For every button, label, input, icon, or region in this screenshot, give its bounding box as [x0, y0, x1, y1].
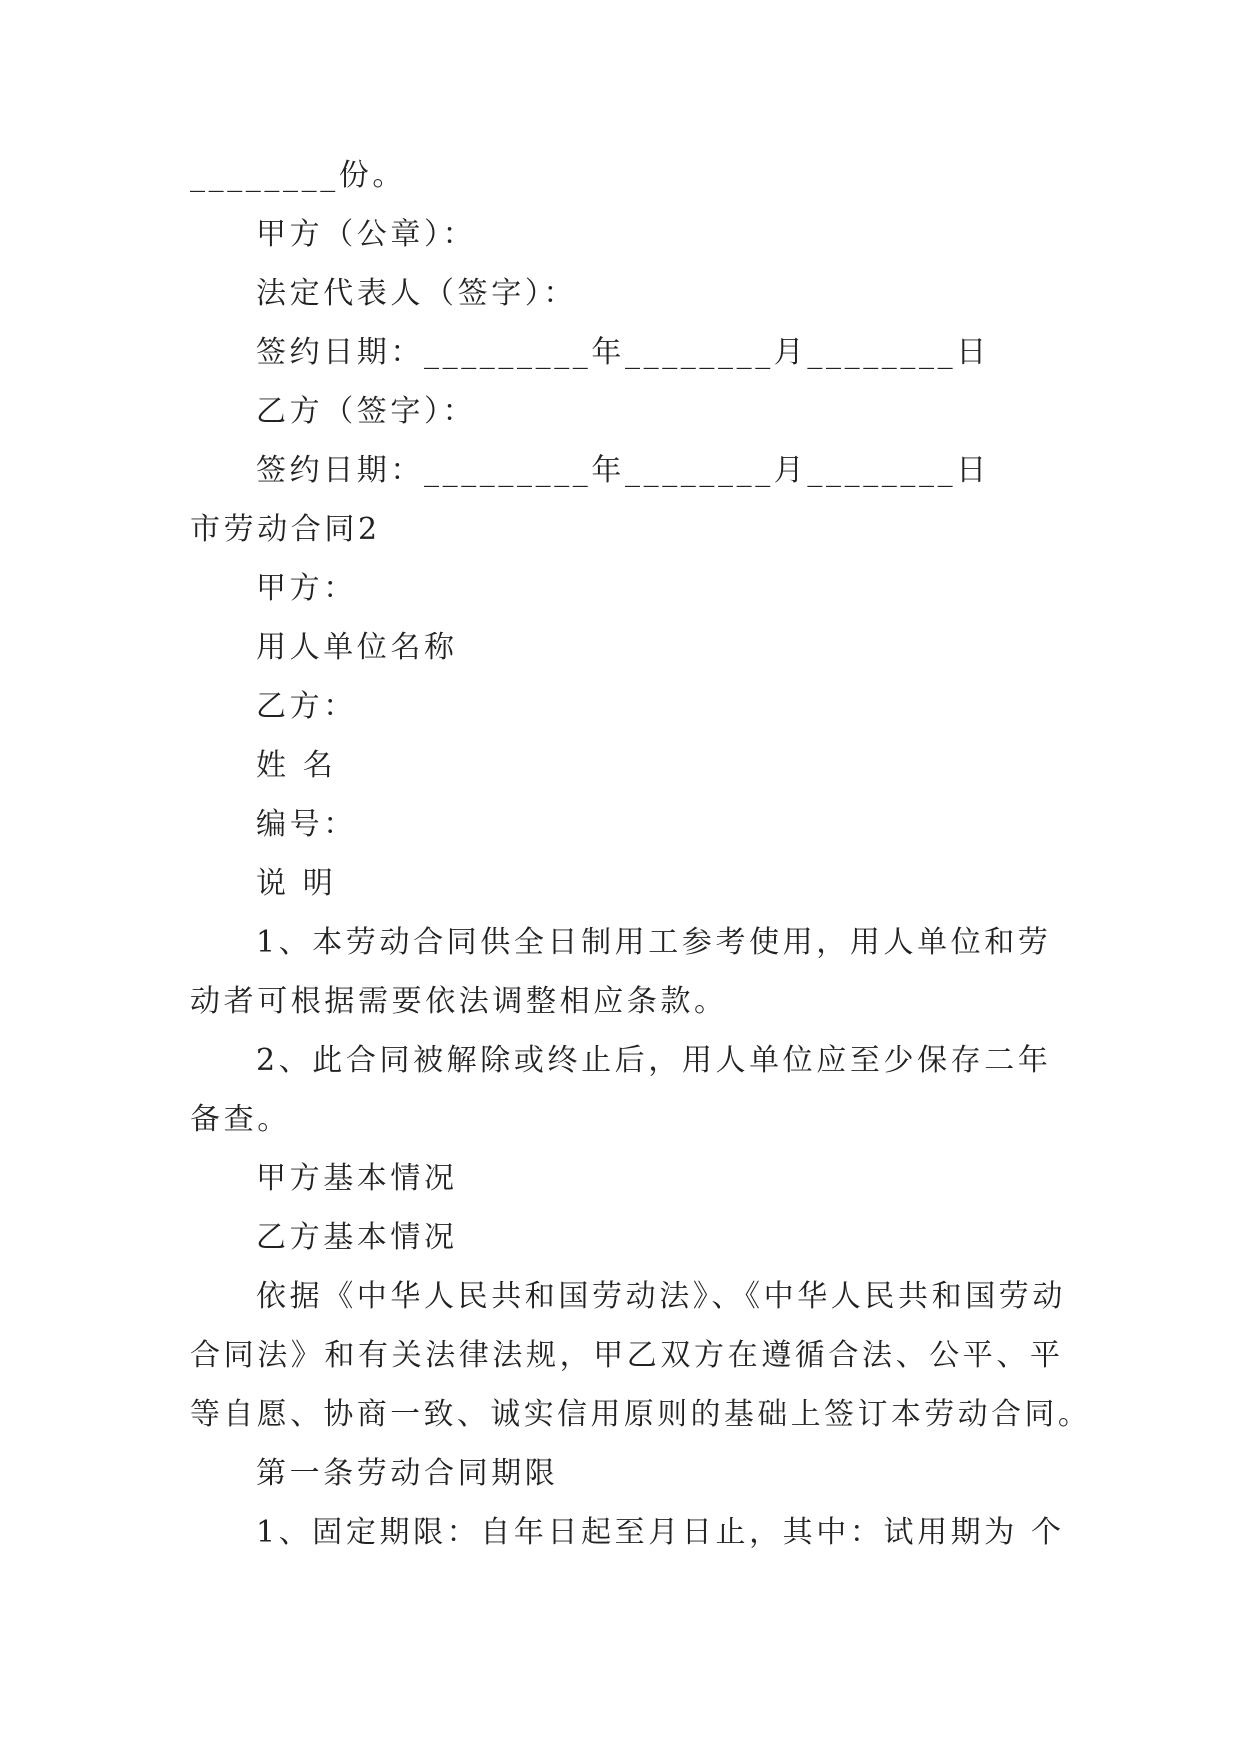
party-b-info-heading: 乙方基本情况	[256, 1220, 458, 1255]
contract-title: 市劳动合同2	[190, 512, 381, 547]
copies-line: ________份。	[190, 158, 406, 193]
party-b-signature-line: 乙方（签字）：	[256, 394, 477, 429]
party-a-label: 甲方：	[256, 571, 357, 606]
party-a-seal-line: 甲方（公章）：	[256, 217, 477, 252]
employer-name-label: 用人单位名称	[256, 630, 458, 665]
name-label: 姓 名	[256, 748, 337, 783]
note-1-line-2: 动者可根据需要依法调整相应条款。	[190, 984, 728, 1019]
note-2-line-2: 备查。	[190, 1102, 291, 1137]
preamble-line-3: 等自愿、协商一致、诚实信用原则的基础上签订本劳动合同。	[190, 1397, 1092, 1432]
preamble-line-1: 依据《中华人民共和国劳动法》、《中华人民共和国劳动	[256, 1279, 1066, 1314]
note-1-line-1: 1、本劳动合同供全日制用工参考使用，用人单位和劳	[256, 925, 1052, 960]
party-a-info-heading: 甲方基本情况	[256, 1161, 458, 1196]
notes-heading: 说 明	[256, 866, 337, 901]
legal-rep-signature-line: 法定代表人（签字）：	[256, 276, 577, 311]
sign-date-line-b: 签约日期：_________年________月________日	[256, 453, 990, 488]
preamble-line-2: 合同法》和有关法律法规，甲乙双方在遵循合法、公平、平	[190, 1338, 1064, 1373]
party-b-label: 乙方：	[256, 689, 357, 724]
article-1-heading: 第一条劳动合同期限	[256, 1456, 559, 1491]
number-label: 编号：	[256, 807, 357, 842]
note-2-line-1: 2、此合同被解除或终止后，用人单位应至少保存二年	[256, 1043, 1052, 1078]
sign-date-line-a: 签约日期：_________年________月________日	[256, 335, 990, 370]
article-1-clause-1: 1、固定期限：自年日起至月日止，其中：试用期为 个	[256, 1515, 1065, 1550]
